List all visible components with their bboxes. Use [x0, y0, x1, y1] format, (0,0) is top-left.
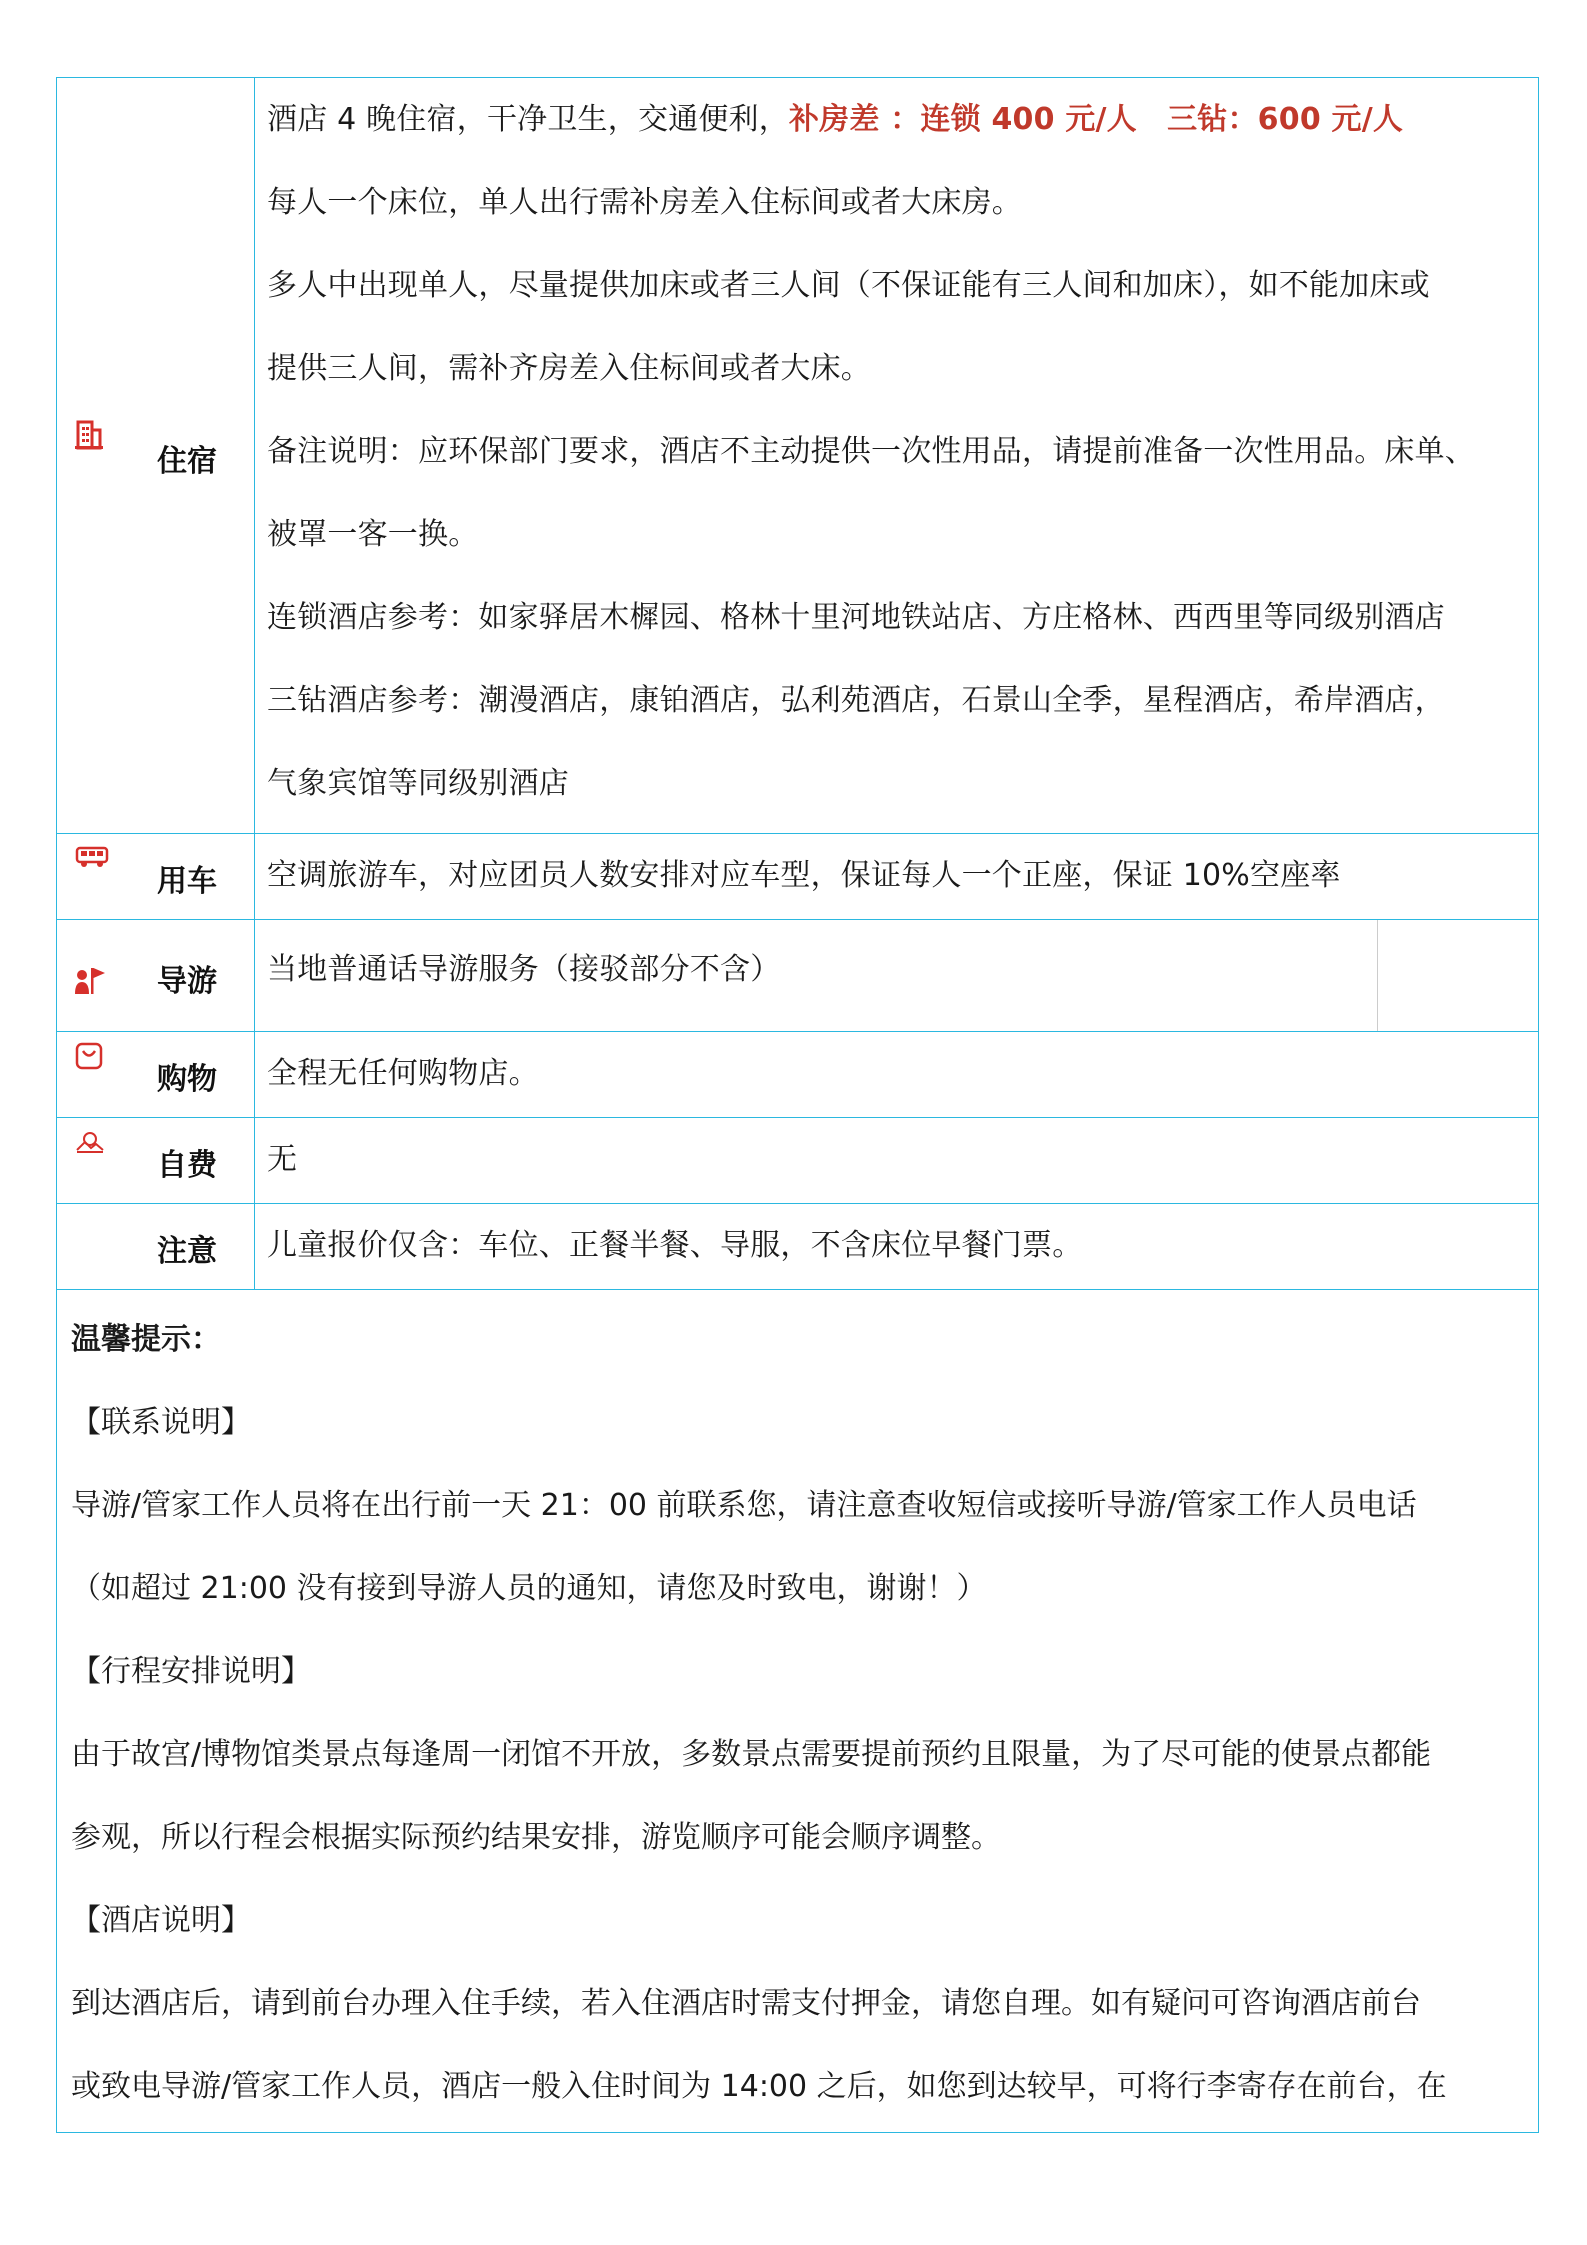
- accommodation-line-4: 提供三人间，需补齐房差入住标间或者大床。: [267, 351, 871, 386]
- contact-line-2: （如超过 21:00 没有接到导游人员的通知，请您及时致电，谢谢！）: [71, 1571, 987, 1606]
- row-optional: [57, 1118, 1538, 1204]
- shopping-details: [255, 1032, 1538, 1117]
- tips-title: 温馨提示：: [71, 1322, 221, 1357]
- itinerary-heading: 【行程安排说明】: [71, 1654, 311, 1689]
- itinerary-line-2: 参观，所以行程会根据实际预约结果安排，游览顺序可能会顺序调整。: [71, 1820, 1001, 1855]
- accommodation-line-7: 连锁酒店参考：如家驿居木樨园、格林十里河地铁站店、方庄格林、西西里等同级别酒店: [267, 600, 1445, 635]
- accommodation-line-6: 被罩一客一换。: [267, 517, 479, 552]
- category-cell: [57, 1032, 255, 1117]
- row-shopping: [57, 1032, 1538, 1118]
- shopping-bag-icon: [75, 1042, 103, 1070]
- tips-section: [57, 1290, 1538, 2132]
- itinerary-line-1: 由于故宫/博物馆类景点每逢周一闭馆不开放，多数景点需要提前预约且限量，为了尽可能的使景点都能: [71, 1737, 1432, 1772]
- row-accommodation: [57, 78, 1538, 834]
- category-label: 自费: [157, 1148, 217, 1183]
- row-vehicle: [57, 834, 1538, 920]
- itinerary-table: [56, 77, 1539, 2133]
- hotel-line-2: 或致电导游/管家工作人员，酒店一般入住时间为 14:00 之后，如您到达较早，可将行李寄存在前台，在: [71, 2069, 1447, 2104]
- hotel-heading: 【酒店说明】: [71, 1903, 251, 1938]
- shopping-text: 全程无任何购物店。: [267, 1056, 539, 1091]
- accommodation-details: [255, 78, 1538, 833]
- guide-details: [255, 920, 1378, 1031]
- guide-text: 当地普通话导游服务（接驳部分不含）: [267, 952, 781, 987]
- category-label: 注意: [157, 1234, 217, 1269]
- guide-flag-icon: [75, 966, 105, 994]
- accommodation-line-5: 备注说明：应环保部门要求，酒店不主动提供一次性用品，请提前准备一次性用品。床单、: [267, 434, 1475, 469]
- price-surcharge: 补房差 ：连锁 400 元/人 三钻：600 元/人: [788, 102, 1404, 137]
- category-cell: [57, 1204, 255, 1289]
- category-label: 用车: [157, 864, 217, 899]
- row-notice: [57, 1204, 1538, 1290]
- contact-heading: 【联系说明】: [71, 1405, 251, 1440]
- accommodation-line-3: 多人中出现单人，尽量提供加床或者三人间（不保证能有三人间和加床），如不能加床或: [267, 268, 1430, 303]
- hotel-line-1: 到达酒店后，请到前台办理入住手续，若入住酒店时需支付押金，请您自理。如有疑问可咨询酒店前台: [71, 1986, 1421, 2021]
- hotel-icon: [75, 418, 103, 450]
- accommodation-line-1: 酒店 4 晚住宿，干净卫生，交通便利，补房差 ：连锁 400 元/人 三钻：600 元/人: [267, 102, 1404, 137]
- category-cell: [57, 834, 255, 919]
- optional-text: 无: [267, 1142, 298, 1177]
- bus-icon: [75, 846, 109, 868]
- notice-text: 儿童报价仅含：车位、正餐半餐、导服，不含床位早餐门票。: [267, 1228, 1083, 1263]
- vehicle-text: 空调旅游车，对应团员人数安排对应车型，保证每人一个正座，保证 10%空座率: [267, 858, 1341, 893]
- notice-details: [255, 1204, 1538, 1289]
- optional-details: [255, 1118, 1538, 1203]
- contact-line-1: 导游/管家工作人员将在出行前一天 21：00 前联系您，请注意查收短信或接听导游/管家工作人员电话: [71, 1488, 1417, 1523]
- row-guide: [57, 920, 1538, 1032]
- accommodation-line-2: 每人一个床位，单人出行需补房差入住标间或者大床房。: [267, 185, 1022, 220]
- accommodation-line-8: 三钻酒店参考：潮漫酒店，康铂酒店，弘利苑酒店，石景山全季，星程酒店，希岸酒店，: [267, 683, 1445, 718]
- scenery-icon: [75, 1130, 105, 1154]
- category-label: 导游: [157, 964, 217, 999]
- category-cell: [57, 78, 255, 833]
- category-label: 购物: [157, 1062, 217, 1097]
- category-cell: [57, 920, 255, 1031]
- accommodation-line-9: 气象宾馆等同级别酒店: [267, 766, 569, 801]
- vehicle-details: [255, 834, 1538, 919]
- category-label: 住宿: [157, 444, 217, 479]
- category-cell: [57, 1118, 255, 1203]
